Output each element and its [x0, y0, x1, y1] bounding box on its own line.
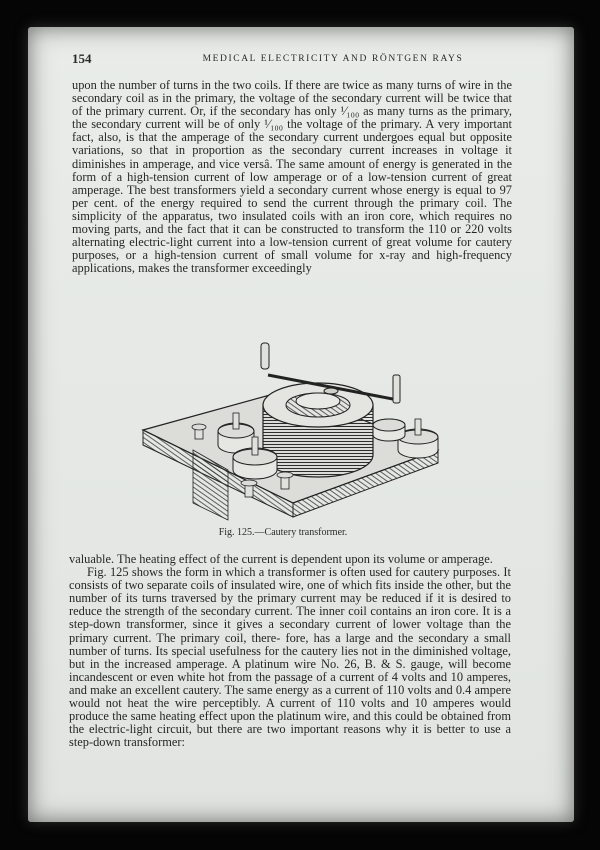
running-title: MEDICAL ELECTRICITY AND RÖNTGEN RAYS	[202, 54, 464, 64]
text-line: cautery purposes, or a high-tension current of small volume for x-ray	[72, 235, 512, 263]
text-line: but opposite variations, so that in proportion as the secondary current	[72, 130, 512, 158]
text-line: fore, has a large and the secondary a small number of turns. Its	[69, 630, 511, 658]
bottom-text	[69, 553, 511, 749]
text-line: same amount of energy is generated in the form of a high-tension	[72, 156, 512, 184]
text-line: of lower voltage than the primary current. The primary coil, there-	[69, 617, 511, 645]
text-line: important reasons why it is better to use a step-down transformer:	[69, 722, 512, 750]
text-line: Fig. 125 shows the form in which a transformer is often used for	[87, 565, 410, 580]
text-line: current of 4 volts and 10 amperes, and make an excellent cautery.	[69, 669, 511, 697]
text-line: special usefulness for the cautery lies not in the diminished voltage, but	[69, 643, 511, 671]
text-line: could be obtained from the electric-light circuit, but there are two	[69, 709, 511, 737]
cautery-transformer-illustration	[133, 335, 443, 525]
text-line: The same energy as a current of 110 volts and 0.4 ampere would not	[69, 682, 511, 711]
page-number: 154	[72, 51, 92, 66]
text-line: volume or amperage.	[387, 552, 493, 566]
text-line: fact, also, is that the amperage of the secondary current undergoes equal	[72, 130, 446, 145]
text-line: will become incandescent or even white hot from the passage of a	[69, 656, 511, 684]
text-line: produce the same heating effect upon the platinum wire, and this	[69, 709, 392, 724]
text-line: electric-light current into a low-tension current of great volume for	[129, 235, 472, 250]
figure-caption: Fig. 125.—Cautery transformer.	[218, 527, 348, 538]
text-line: strength of the secondary current. The inner coil contains an iron	[124, 604, 451, 619]
text-line: secondary current will be twice that of the primary current. Or, if	[72, 91, 512, 119]
text-line: valuable. The heating effect of the current is dependent upon its	[69, 552, 385, 566]
book-page	[28, 27, 574, 822]
text-line: to 97 per cent. of the energy required to send the current through the	[72, 182, 512, 210]
text-line: core. It is a step-down transformer, since it gives a secondary current	[69, 604, 511, 632]
text-line: with an iron core, which requires no moving parts, and the fact that	[72, 208, 512, 237]
text-line: by the primary current may be reduced if it is desired to reduce the	[69, 591, 511, 619]
text-line: The best transformers yield a secondary current whose energy is equal	[126, 182, 483, 197]
text-line: current of low amperage or of a low-tension current of great amperage.	[72, 169, 512, 197]
text-line: primary coil. The simplicity of the apparatus, two insulated coils	[72, 195, 512, 223]
text-line: the secondary has only ¹⁄₁₀₀ as many turns as the primary, the secondary	[72, 104, 512, 132]
text-line: increases in voltage it diminishes in amperage, and vice versâ. The	[72, 143, 512, 171]
coil	[263, 383, 373, 477]
text-line: turns of wire in the secondary coil as in the primary, the voltage of the	[72, 78, 512, 106]
text-line: upon the number of turns in the two coils. If there are twice as many	[72, 78, 414, 92]
text-line: it can be constructed to transform the 110 or 220 volts alternating	[72, 222, 512, 250]
page-header	[72, 51, 534, 67]
text-line: one of which fits inside the other, but the number of its turns traversed	[69, 578, 511, 606]
text-line: heat the wire perceptibly. A current of 110 volts and 10 amperes would	[127, 696, 511, 711]
top-paragraph	[72, 79, 512, 275]
text-line: in the increased amperage. A platinum wire No. 26, B. & S. gauge,	[89, 656, 444, 671]
text-line: current will be of only ¹⁄₁₀₀ the voltage of the primary. A very important	[145, 117, 512, 132]
text-line: and high-frequency applications, makes the transformer exceedingly	[72, 248, 512, 276]
text-line: cautery purposes. It consists of two separate coils of insulated wire,	[69, 565, 511, 593]
